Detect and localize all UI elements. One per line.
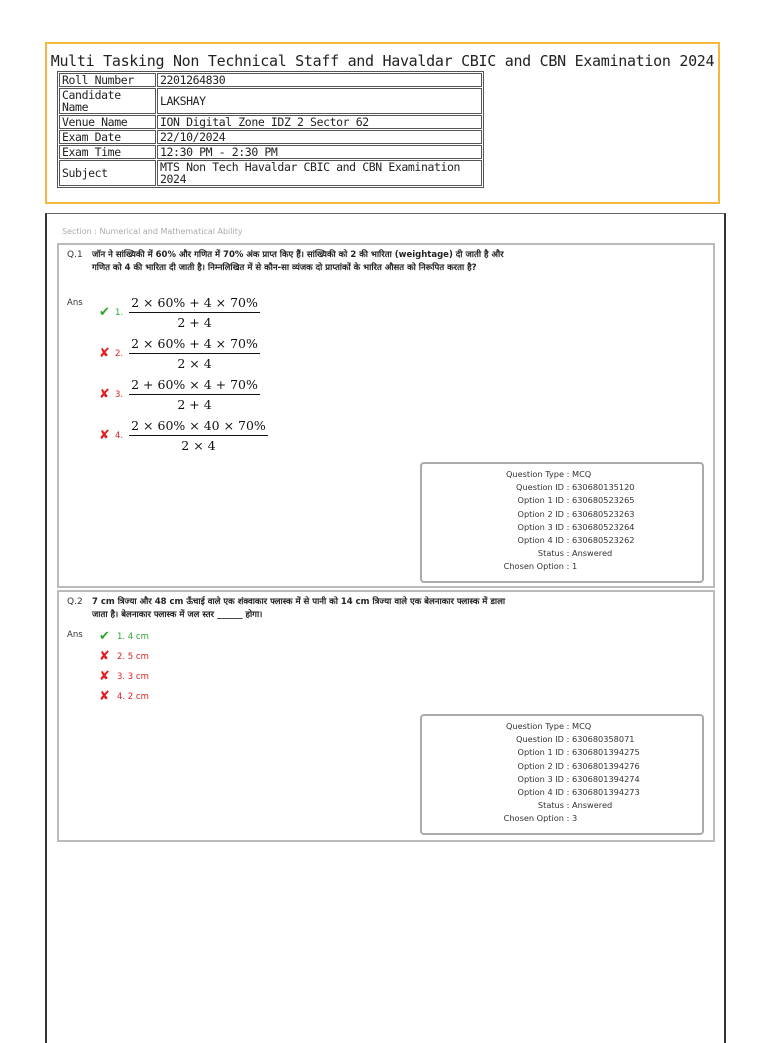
exam-date-label: Exam Date <box>59 130 156 144</box>
exam-title: Multi Tasking Non Technical Staff and Havaldar CBIC and CBN Examination 2024 <box>50 52 715 70</box>
option-label: 2. <box>115 348 124 359</box>
fraction-numerator: 2 + 60% × 4 + 70% <box>129 377 260 395</box>
roll-number-value: 2201264830 <box>157 73 482 87</box>
option-4 <box>99 689 149 704</box>
meta-row: Option 2 ID : 6306801394276 <box>517 760 640 771</box>
subject-label: Subject <box>59 160 156 186</box>
question-2 <box>57 590 715 842</box>
meta-row: Option 4 ID : 6306801394273 <box>517 787 640 798</box>
response-sheet <box>45 213 726 1043</box>
meta-row: Question Type : MCQ <box>505 721 592 731</box>
cross-icon: ✘ <box>99 689 110 704</box>
question-text: जॉन ने सांख्यिकी में 60% और गणित में 70% अंक प्राप्त किए हैं। सांख्यिकी को 2 की भारिता (weightage) दी जाती है और गणित को 4 की भारिता दी जाती है। निम्नलिखित में से कौन-सा व्यंजक दो प्राप्तांकों के भारित औसत को निरूपित करता है? <box>92 250 504 273</box>
fraction-numerator: 2 × 60% + 4 × 70% <box>129 295 260 313</box>
fraction-denominator: 2 + 4 <box>177 397 212 412</box>
option-2 <box>99 336 260 371</box>
question-number: Q.1 <box>67 250 83 260</box>
question-number: Q.2 <box>67 597 83 607</box>
option-text: 1. 4 cm <box>117 631 149 642</box>
exam-time-label: Exam Time <box>59 145 156 159</box>
fraction-numerator: 2 × 60% × 40 × 70% <box>129 418 268 436</box>
fraction-denominator: 2 × 4 <box>181 438 216 453</box>
option-text: 3. 3 cm <box>117 671 149 682</box>
option-2 <box>99 649 149 664</box>
meta-row: Option 3 ID : 630680523264 <box>517 521 635 532</box>
option-fraction <box>129 377 260 412</box>
option-1 <box>99 295 260 330</box>
exam-date-value: 22/10/2024 <box>157 130 482 144</box>
meta-row: Status : Answered <box>537 548 613 559</box>
fraction-numerator: 2 × 60% + 4 × 70% <box>129 336 260 354</box>
fraction-denominator: 2 + 4 <box>177 315 212 330</box>
candidate-header <box>45 42 720 204</box>
venue-name-value: ION Digital Zone IDZ 2 Sector 62 <box>157 115 482 129</box>
option-1 <box>99 629 149 644</box>
question-meta <box>420 714 704 835</box>
answer-label: Ans <box>67 630 83 640</box>
meta-row: Chosen Option : 3 <box>503 813 578 824</box>
meta-row: Option 1 ID : 630680139427​5 <box>517 747 640 758</box>
candidate-name-label: Candidate Name <box>59 88 156 114</box>
meta-row: Question ID : 630680358071 <box>516 734 635 745</box>
meta-row: Status : Answered <box>537 800 613 811</box>
option-label: 3. <box>115 389 124 400</box>
cross-icon: ✘ <box>99 649 110 664</box>
venue-name-label: Venue Name <box>59 115 156 129</box>
option-label: 1. <box>115 307 124 318</box>
meta-row: Option 1 ID : 630680523265 <box>517 495 635 506</box>
fraction-denominator: 2 × 4 <box>177 356 212 371</box>
option-3 <box>99 669 149 684</box>
candidate-info-table <box>57 71 484 188</box>
option-4 <box>99 418 268 453</box>
meta-row: Question Type : MCQ <box>505 469 592 479</box>
cross-icon: ✘ <box>99 428 110 443</box>
roll-number-label: Roll Number <box>59 73 156 87</box>
question-meta <box>420 462 704 583</box>
option-label: 4. <box>115 430 124 441</box>
option-text: 4. 2 cm <box>117 691 149 702</box>
option-3 <box>99 377 260 412</box>
meta-row: Option 3 ID : 6306801394274 <box>517 773 640 784</box>
meta-row: Chosen Option : 1 <box>503 561 578 572</box>
option-fraction <box>129 418 268 453</box>
candidate-name-value: LAKSHAY <box>157 88 482 114</box>
meta-row: Option 2 ID : 630680523263 <box>517 508 635 519</box>
cross-icon: ✘ <box>99 669 110 684</box>
check-icon: ✔ <box>99 305 110 320</box>
question-1 <box>57 243 715 588</box>
question-text: 7 cm त्रिज्या और 48 cm ऊँचाई वाले एक शंक्वाकार फ्लास्क में से पानी को 14 cm त्रिज्या वाले एक बेलनाकार फ्लास्क में डाला जाता है। बेलनाकार फ्लास्क में जल स्तर ______ होगा। <box>92 597 506 620</box>
meta-row: Option 4 ID : 630680523262 <box>517 535 635 546</box>
subject-value: MTS Non Tech Havaldar CBIC and CBN Examination 2024 <box>157 160 482 186</box>
option-fraction <box>129 336 260 371</box>
option-fraction <box>129 295 260 330</box>
exam-time-value: 12:30 PM - 2:30 PM <box>157 145 482 159</box>
cross-icon: ✘ <box>99 346 110 361</box>
option-text: 2. 5 cm <box>117 651 149 662</box>
answer-label: Ans <box>67 298 83 308</box>
check-icon: ✔ <box>99 629 110 644</box>
meta-row: Question ID : 630680135120 <box>516 482 635 493</box>
section-label: Section : Numerical and Mathematical Ability <box>62 227 243 236</box>
cross-icon: ✘ <box>99 387 110 402</box>
